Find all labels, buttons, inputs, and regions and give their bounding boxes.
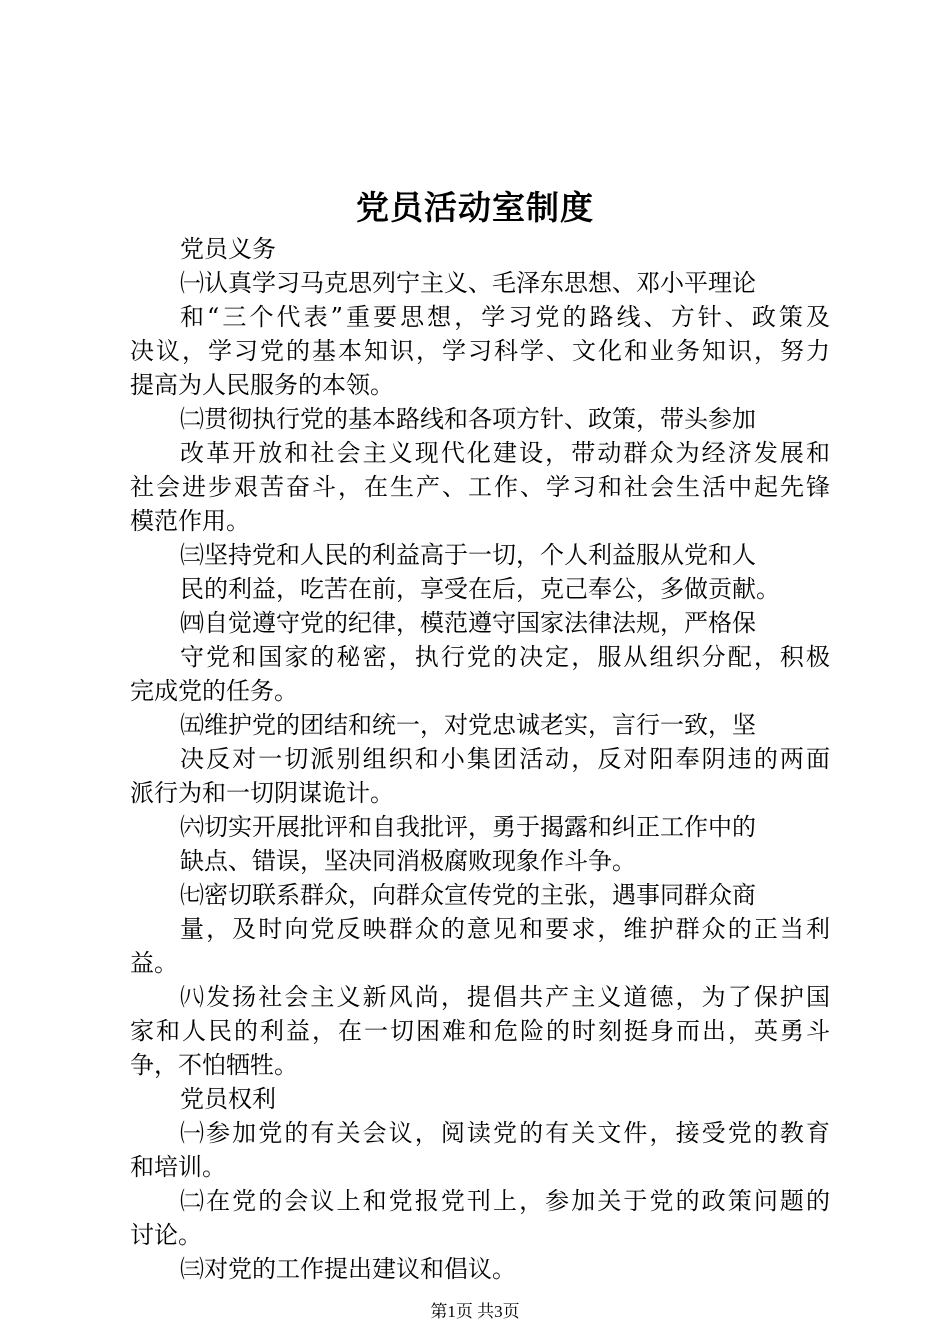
paragraph-line: ㈥切实开展批评和自我批评，勇于揭露和纠正工作中的 [180, 813, 756, 841]
paragraph-line: ㈡贯彻执行党的基本路线和各项方针、政策，带头参加 [180, 405, 756, 433]
paragraph-line: ㈣自觉遵守党的纪律，模范遵守国家法律法规，严格保 [180, 609, 756, 637]
paragraph-line: 家和人民的利益，在一切困难和危险的时刻挺身而出，英勇斗 [130, 1017, 830, 1045]
paragraph-line: 讨论。 [130, 1221, 202, 1249]
paragraph-line: 守党和国家的秘密，执行党的决定，服从组织分配，积极 [180, 643, 830, 671]
paragraph-line: 决反对一切派别组织和小集团活动，反对阳奉阴违的两面 [180, 745, 830, 773]
paragraph-line: 改革开放和社会主义现代化建设，带动群众为经济发展和 [180, 439, 830, 467]
page-footer: 第1页 共3页 [430, 1302, 520, 1321]
paragraph-line: ㈠参加党的有关会议，阅读党的有关文件，接受党的教育 [180, 1119, 830, 1147]
paragraph-line: 社会进步艰苦奋斗，在生产、工作、学习和社会生活中起先锋 [130, 473, 830, 501]
paragraph-line: 民的利益，吃苦在前，享受在后，克己奉公，多做贡献。 [180, 575, 780, 603]
paragraph-line: 缺点、错误，坚决同消极腐败现象作斗争。 [180, 847, 636, 875]
paragraph-line: 决议，学习党的基本知识，学习科学、文化和业务知识，努力 [130, 337, 830, 365]
paragraph-line: 量，及时向党反映群众的意见和要求，维护群众的正当利 [180, 915, 830, 943]
paragraph-line: ㈤维护党的团结和统一，对党忠诚老实，言行一致，坚 [180, 711, 756, 739]
paragraph-line: ㈦密切联系群众，向群众宣传党的主张，遇事同群众商 [180, 881, 756, 909]
section-heading-duties: 党员义务 [180, 235, 276, 263]
paragraph-line: ㈢坚持党和人民的利益高于一切，个人利益服从党和人 [180, 541, 756, 569]
paragraph-line: 派行为和一切阴谋诡计。 [130, 779, 394, 807]
paragraph-line: ㈧发扬社会主义新风尚，提倡共产主义道德，为了保护国 [180, 983, 830, 1011]
paragraph-line: 争，不怕牺牲。 [130, 1051, 298, 1079]
paragraph-line: 模范作用。 [130, 507, 250, 535]
section-heading-rights: 党员权利 [180, 1085, 276, 1113]
paragraph-line: ㈡在党的会议上和党报党刊上，参加关于党的政策问题的 [180, 1187, 830, 1215]
paragraph-line: 和培训。 [130, 1153, 226, 1181]
paragraph-line: 益。 [130, 949, 178, 977]
paragraph-line: 和“三个代表”重要思想，学习党的路线、方针、政策及 [180, 303, 830, 331]
paragraph-line: 提高为人民服务的本领。 [130, 371, 394, 399]
paragraph-line: 完成党的任务。 [130, 677, 298, 705]
paragraph-line: ㈢对党的工作提出建议和倡议。 [180, 1255, 516, 1283]
page-title: 党员活动室制度 [356, 188, 594, 227]
paragraph-line: ㈠认真学习马克思列宁主义、毛泽东思想、邓小平理论 [180, 269, 756, 297]
